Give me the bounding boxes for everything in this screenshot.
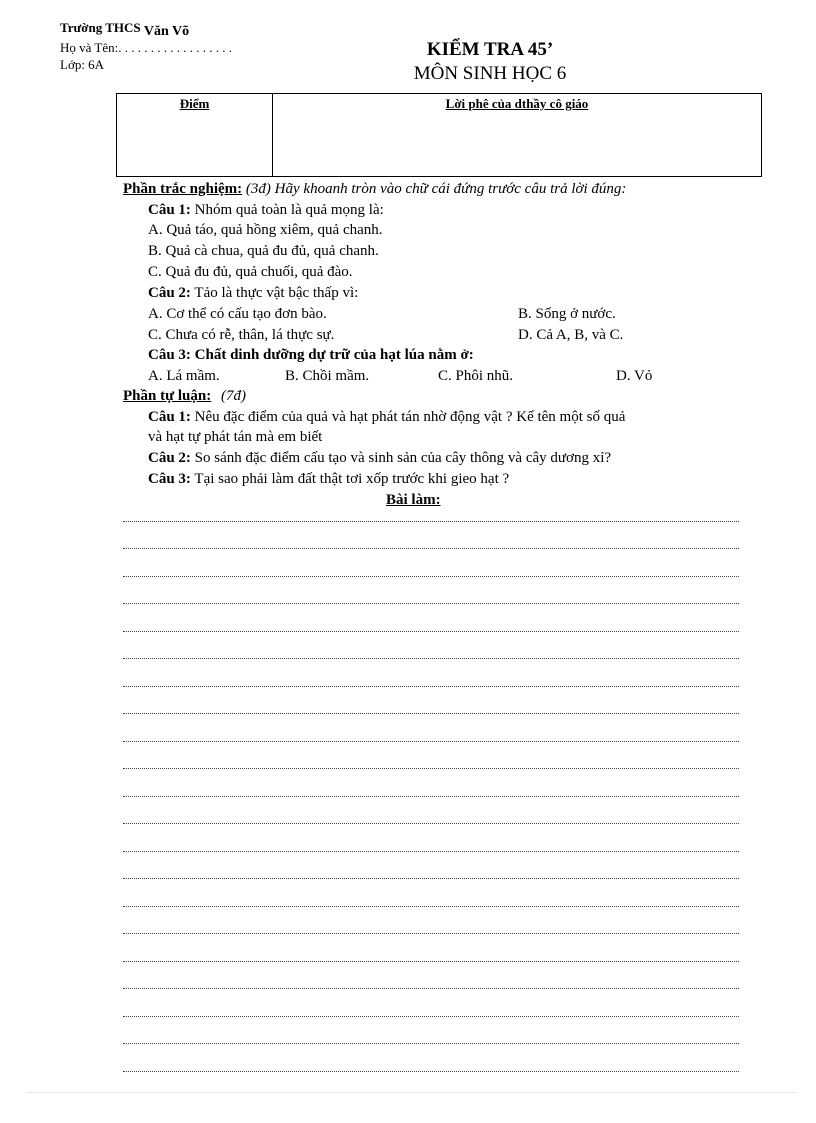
essay-q3: [148, 469, 509, 489]
score-cell: [117, 94, 273, 177]
mc-q1: [148, 200, 384, 220]
answer-line: [123, 768, 739, 769]
mc-q1-option-c: C. Quả đu đủ, quả chuối, quả đào.: [148, 264, 353, 280]
mc-points: (3đ): [245, 181, 271, 197]
mc-q1-text: Nhóm quả toàn là quả mọng là:: [190, 202, 384, 218]
score-label: Điểm: [179, 96, 210, 111]
essay-heading-line: [123, 386, 246, 406]
mc-q1-option-b: B. Quả cà chua, quả đu đủ, quả chanh.: [148, 243, 379, 259]
school-label: Trường THCS: [60, 20, 141, 35]
mc-q3-option-b: B. Chồi mầm.: [285, 368, 370, 384]
answer-line: [123, 1043, 739, 1044]
mc-q3-option-a: A. Lá mầm.: [148, 368, 220, 384]
answer-line: [123, 878, 739, 879]
essay-q2: [148, 448, 611, 468]
student-name-field: Họ và Tên:. . . . . . . . . . . . . . . . . .: [60, 40, 232, 55]
answer-line: [123, 713, 739, 714]
exam-subject: MÔN SINH HỌC 6: [413, 63, 567, 84]
answer-line: [123, 631, 739, 632]
mc-q2-option-d: D. Cả A, B, và C.: [518, 327, 624, 343]
answer-line: [123, 988, 739, 989]
mc-q2-option-a: A. Cơ thể có cấu tạo đơn bào.: [148, 306, 327, 322]
mc-q3-option-d: D. Vỏ: [616, 368, 653, 384]
mc-q2: [148, 283, 358, 303]
answer-line: [123, 906, 739, 907]
essay-q2-label: Câu 2:: [148, 450, 191, 466]
answer-line: [123, 603, 739, 604]
comment-cell: [273, 94, 762, 177]
answer-line: [123, 1016, 739, 1017]
answer-line: [123, 521, 739, 522]
mc-q2-option-c: C. Chưa có rễ, thân, lá thực sự.: [148, 327, 335, 343]
answer-heading: [386, 490, 441, 510]
exam-title: KIỂM TRA 45’: [426, 39, 554, 60]
answer-line: [123, 961, 739, 962]
school-line: [60, 20, 189, 37]
essay-points: (7đ): [220, 388, 246, 404]
essay-q1-text-cont: và hạt tự phát tán mà em biết: [148, 429, 323, 445]
answer-line: [123, 548, 739, 549]
essay-heading: Phần tự luận:: [123, 388, 212, 404]
mc-q1-option-a: A. Quả táo, quả hồng xiêm, quả chanh.: [148, 222, 383, 238]
essay-q2-text: So sánh đặc điểm cấu tạo và sinh sản của cây thông và cây dương xỉ?: [190, 450, 612, 466]
answer-line: [123, 823, 739, 824]
answer-heading-label: Bài làm:: [386, 492, 441, 508]
page-bottom-divider: [26, 1092, 796, 1093]
mc-q2-label: Câu 2:: [148, 285, 191, 301]
answer-line: [123, 741, 739, 742]
essay-q1-label: Câu 1:: [148, 409, 191, 425]
mc-q2-text: Tảo là thực vật bậc thấp vì:: [190, 285, 359, 301]
school-name: Văn Võ: [143, 24, 190, 39]
mc-q2-option-b: B. Sống ở nước.: [518, 306, 616, 322]
essay-q3-text: Tại sao phải làm đất thật tơi xốp trước khi gieo hạt ?: [190, 471, 510, 487]
essay-q3-label: Câu 3:: [148, 471, 191, 487]
mc-q3-option-c: C. Phôi nhũ.: [438, 368, 514, 384]
mc-heading-line: [123, 179, 626, 199]
mc-instruction: Hãy khoanh tròn vào chữ cái đứng trước câu trả lời đúng:: [270, 181, 627, 197]
answer-line: [123, 851, 739, 852]
answer-line: [123, 686, 739, 687]
answer-line: [123, 658, 739, 659]
answer-line: [123, 796, 739, 797]
mc-heading: Phần trắc nghiệm:: [123, 181, 243, 197]
mc-q3: Câu 3: Chất dinh dưỡng dự trữ của hạt lúa nằm ở:: [148, 347, 474, 363]
answer-line: [123, 933, 739, 934]
comment-label: Lời phê của dthầy cô giáo: [445, 96, 589, 111]
class-label: Lớp: 6A: [60, 57, 105, 72]
essay-q1: [148, 407, 625, 427]
score-table: [116, 93, 762, 177]
answer-line: [123, 576, 739, 577]
mc-q1-label: Câu 1:: [148, 202, 191, 218]
answer-line: [123, 1071, 739, 1072]
essay-q1-text: Nêu đặc điểm của quả và hạt phát tán nhờ động vật ? Kể tên một số quả: [190, 409, 626, 425]
